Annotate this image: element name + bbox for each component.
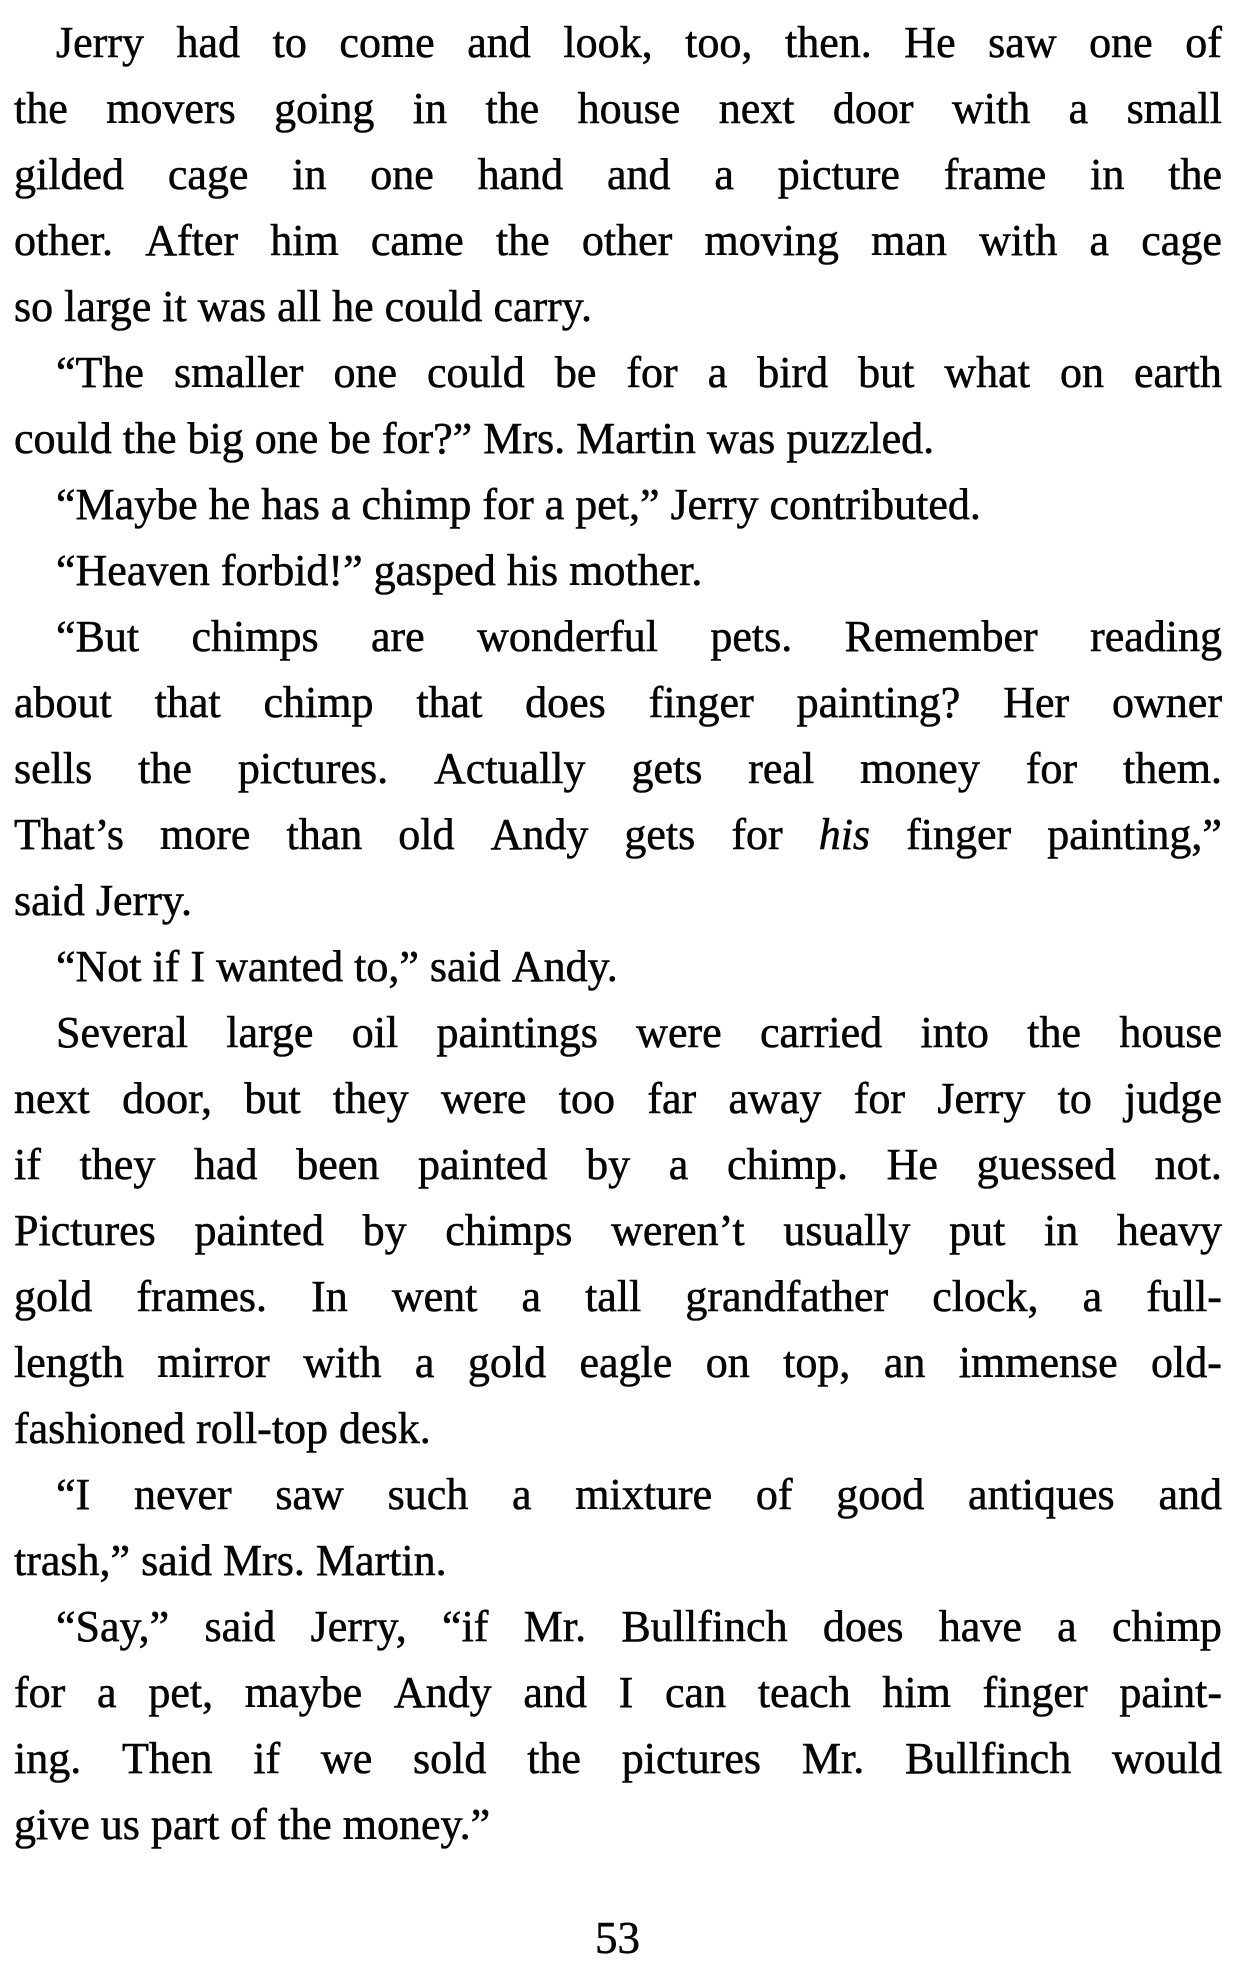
word: finger	[982, 1668, 1088, 1717]
word: Then	[122, 1734, 213, 1783]
word: “Say,”	[56, 1602, 170, 1651]
word: Her	[1003, 678, 1070, 727]
word: could	[384, 282, 483, 331]
word: Jerry	[670, 480, 759, 529]
word: what	[944, 348, 1030, 397]
word: a	[1068, 84, 1089, 133]
word: mixture	[575, 1470, 713, 1519]
text-line	[14, 472, 1222, 538]
word: we	[320, 1734, 373, 1783]
word: chimp	[263, 678, 374, 727]
word: the	[14, 84, 68, 133]
page-number: 53	[595, 1913, 640, 1963]
word: a	[414, 1338, 435, 1387]
word: look,	[563, 18, 653, 67]
word: puzzled.	[786, 414, 935, 463]
word: large	[64, 282, 152, 331]
word: He	[904, 18, 956, 67]
word: the	[1027, 1008, 1081, 1057]
word: for	[14, 1668, 66, 1717]
word: pet,	[148, 1668, 214, 1717]
word: of	[755, 1470, 793, 1519]
word: Mrs.	[483, 414, 566, 463]
text-line	[14, 670, 1222, 736]
word: were	[636, 1008, 722, 1057]
word: gold	[14, 1272, 93, 1321]
word: does	[822, 1602, 904, 1651]
word: a	[521, 1272, 541, 1321]
word: tall	[585, 1272, 642, 1321]
word: gets	[631, 744, 703, 793]
word: Several	[56, 1008, 188, 1057]
text-line	[14, 1000, 1222, 1066]
word: reading	[1090, 612, 1222, 661]
word: Martin	[576, 414, 696, 463]
word: been	[296, 1140, 380, 1189]
word: that	[154, 678, 221, 727]
word: had	[194, 1140, 258, 1189]
word: Andy.	[511, 942, 618, 991]
word: Andy	[490, 810, 589, 859]
word: earth	[1133, 348, 1222, 397]
text-line	[14, 538, 1222, 604]
word: to	[1057, 1074, 1092, 1123]
word: a	[1057, 1602, 1077, 1651]
word: full-	[1146, 1272, 1222, 1321]
word: usually	[783, 1206, 911, 1255]
word: him	[270, 216, 339, 265]
word: pictures	[621, 1734, 762, 1783]
word: door	[832, 84, 914, 133]
word: his	[506, 546, 559, 595]
word: a	[97, 1668, 117, 1717]
word: a	[512, 1470, 532, 1519]
word: frames.	[136, 1272, 268, 1321]
word: painted	[417, 1140, 548, 1189]
word: teach	[757, 1668, 851, 1717]
word: painting?	[796, 678, 961, 727]
word: one	[370, 150, 434, 199]
word: next	[718, 84, 795, 133]
word: he	[208, 480, 251, 529]
word: a	[668, 1140, 689, 1189]
word: painting,”	[1047, 810, 1222, 859]
word: can	[665, 1668, 727, 1717]
word: He	[886, 1140, 938, 1189]
word: then.	[784, 18, 872, 67]
word: weren’t	[611, 1206, 745, 1255]
word: After	[145, 216, 239, 265]
word: in	[1090, 150, 1125, 199]
text-line	[14, 76, 1222, 142]
word: give	[14, 1800, 90, 1849]
word: one	[333, 348, 398, 397]
text-line	[14, 736, 1222, 802]
word: smaller	[173, 348, 304, 397]
word: “I	[56, 1470, 91, 1519]
word: an	[883, 1338, 926, 1387]
word: a	[330, 480, 351, 529]
word: for	[626, 348, 678, 397]
word: was	[197, 282, 267, 331]
word: into	[920, 1008, 989, 1057]
word: desk.	[339, 1404, 431, 1453]
text-line	[14, 10, 1222, 76]
word: roll-top	[196, 1404, 329, 1453]
word: of	[1185, 18, 1222, 67]
word: finger	[906, 810, 1012, 859]
text-line	[14, 406, 1222, 472]
word: saw	[988, 18, 1057, 67]
word: Martin.	[315, 1536, 447, 1585]
word: man	[871, 216, 947, 265]
word: other.	[14, 216, 113, 265]
word: to,”	[354, 942, 419, 991]
text-line	[14, 1066, 1222, 1132]
word: gets	[624, 810, 696, 859]
word: come	[339, 18, 435, 67]
word: if	[253, 1734, 281, 1783]
word: for?”	[381, 414, 473, 463]
word: could	[427, 348, 525, 397]
word: the	[527, 1734, 581, 1783]
word: said	[14, 876, 85, 925]
text-line	[14, 1594, 1222, 1660]
word: ing.	[14, 1734, 82, 1783]
word: carry.	[493, 282, 592, 331]
word: house	[1119, 1008, 1222, 1057]
word: good	[836, 1470, 925, 1519]
word: Jerry,	[310, 1602, 407, 1651]
word: “Heaven	[56, 546, 210, 595]
text-line	[14, 604, 1222, 670]
word: the	[495, 216, 550, 265]
word: they	[79, 1140, 156, 1189]
word: on	[1059, 348, 1104, 397]
word: oil	[351, 1008, 399, 1057]
word: big	[187, 414, 244, 463]
word: if	[14, 1140, 41, 1189]
text-line	[14, 1264, 1222, 1330]
word: had	[176, 18, 241, 67]
word: if	[152, 942, 180, 991]
text-line	[14, 1726, 1222, 1792]
italic-word: his	[818, 810, 871, 859]
word: large	[226, 1008, 314, 1057]
word: maybe	[244, 1668, 363, 1717]
text-line	[14, 1132, 1222, 1198]
word: with	[979, 216, 1058, 265]
word: mother.	[569, 546, 703, 595]
word: said	[141, 1536, 212, 1585]
word: chimps	[191, 612, 319, 661]
word: so	[14, 282, 54, 331]
word: old	[398, 810, 455, 859]
word: he	[332, 282, 374, 331]
word: and	[607, 150, 671, 199]
word: for	[731, 810, 783, 859]
word: us	[100, 1800, 140, 1849]
word: heavy	[1116, 1206, 1222, 1255]
word: I	[190, 942, 206, 991]
word: away	[728, 1074, 822, 1123]
word: the	[1168, 150, 1222, 199]
word: Mr.	[523, 1602, 587, 1651]
word: has	[261, 480, 320, 529]
word: chimp	[1111, 1602, 1222, 1651]
word: more	[160, 810, 251, 859]
word: house	[577, 84, 681, 133]
word: picture	[777, 150, 900, 199]
word: Bullfinch	[621, 1602, 788, 1651]
word: “if	[442, 1602, 489, 1651]
word: a	[544, 480, 565, 529]
word: one	[1089, 18, 1153, 67]
word: gilded	[14, 150, 124, 199]
word: was	[706, 414, 776, 463]
word: never	[133, 1470, 232, 1519]
text-line	[14, 1792, 1222, 1858]
word: for	[853, 1074, 906, 1123]
word: forbid!”	[220, 546, 363, 595]
word: him	[882, 1668, 951, 1717]
word: too,	[685, 18, 753, 67]
word: In	[311, 1272, 348, 1321]
word: next	[14, 1074, 90, 1123]
word: mirror	[157, 1338, 270, 1387]
word: be	[329, 414, 371, 463]
word: does	[525, 678, 606, 727]
word: the	[138, 744, 192, 793]
word: a	[707, 348, 728, 397]
word: finger	[648, 678, 754, 727]
text-line	[14, 274, 1222, 340]
text-line	[14, 1396, 1222, 1462]
word: it	[162, 282, 187, 331]
word: not.	[1154, 1140, 1222, 1189]
word: all	[277, 282, 322, 331]
word: them.	[1122, 744, 1222, 793]
word: frame	[943, 150, 1047, 199]
text-line	[14, 1330, 1222, 1396]
word: contributed.	[769, 480, 981, 529]
word: small	[1126, 84, 1222, 133]
word: moving	[704, 216, 839, 265]
word: for	[1025, 744, 1078, 793]
word: money.”	[342, 1800, 491, 1849]
word: far	[647, 1074, 697, 1123]
text-line	[14, 1660, 1222, 1726]
word: “Not	[56, 942, 142, 991]
word: paint-	[1119, 1668, 1222, 1717]
word: trash,”	[14, 1536, 131, 1585]
word: were	[440, 1074, 527, 1123]
word: gold	[467, 1338, 547, 1387]
word: pictures.	[237, 744, 389, 793]
word: chimps	[445, 1206, 573, 1255]
word: length	[14, 1338, 124, 1387]
word: to	[272, 18, 307, 67]
word: Pictures	[14, 1206, 156, 1255]
word: have	[938, 1602, 1022, 1651]
word: going	[274, 84, 375, 133]
word: guessed	[976, 1140, 1116, 1189]
word: painted	[194, 1206, 324, 1255]
word: part	[150, 1800, 220, 1849]
word: a	[714, 150, 734, 199]
word: real	[748, 744, 815, 793]
word: a	[1089, 216, 1110, 265]
word: That’s	[14, 810, 124, 859]
word: with	[303, 1338, 382, 1387]
word: Andy	[393, 1668, 492, 1717]
word: antiques	[968, 1470, 1115, 1519]
word: in	[292, 150, 327, 199]
word: I	[618, 1668, 634, 1717]
word: judge	[1124, 1074, 1222, 1123]
word: hand	[477, 150, 564, 199]
word: “But	[56, 612, 140, 661]
word: but	[244, 1074, 301, 1123]
text-line	[14, 934, 1222, 1000]
word: the	[485, 84, 540, 133]
word: with	[951, 84, 1031, 133]
word: are	[371, 612, 425, 661]
word: fashioned	[14, 1404, 186, 1453]
word: movers	[106, 84, 236, 133]
word: Jerry.	[95, 876, 192, 925]
word: could	[14, 414, 112, 463]
word: said	[204, 1602, 276, 1651]
word: said	[429, 942, 501, 991]
word: in	[412, 84, 448, 133]
word: door,	[122, 1074, 212, 1123]
word: pets.	[710, 612, 793, 661]
word: Mrs.	[222, 1536, 305, 1585]
word: in	[1044, 1206, 1079, 1255]
word: one	[254, 414, 319, 463]
text-line	[14, 142, 1222, 208]
word: sells	[14, 744, 93, 793]
word: Bullfinch	[905, 1734, 1072, 1783]
word: Remember	[844, 612, 1038, 661]
word: of	[230, 1800, 267, 1849]
word: by	[362, 1206, 407, 1255]
text-line	[14, 868, 1222, 934]
word: the	[277, 1800, 332, 1849]
word: pet,”	[575, 480, 660, 529]
word: too	[558, 1074, 616, 1123]
word: gasped	[373, 546, 496, 595]
word: and	[523, 1668, 587, 1717]
word: immense	[958, 1338, 1118, 1387]
word: cage	[1141, 216, 1222, 265]
word: came	[370, 216, 464, 265]
word: about	[14, 678, 112, 727]
text-line	[14, 208, 1222, 274]
text-line	[14, 340, 1222, 406]
word: than	[286, 810, 363, 859]
word: put	[949, 1206, 1006, 1255]
word: wanted	[216, 942, 344, 991]
word: the	[122, 414, 177, 463]
word: bird	[757, 348, 829, 397]
text-line	[14, 1528, 1222, 1594]
word: went	[391, 1272, 478, 1321]
word: by	[586, 1140, 631, 1189]
text-line	[14, 802, 1222, 868]
word: chimp.	[727, 1140, 848, 1189]
word: such	[387, 1470, 469, 1519]
word: that	[416, 678, 483, 727]
word: they	[332, 1074, 409, 1123]
text-line	[14, 1198, 1222, 1264]
word: eagle	[579, 1338, 673, 1387]
word: Jerry	[937, 1074, 1026, 1123]
word: Mr.	[801, 1734, 865, 1783]
word: top,	[783, 1338, 851, 1387]
word: paintings	[436, 1008, 598, 1057]
word: and	[467, 18, 531, 67]
word: sold	[413, 1734, 487, 1783]
word: old-	[1151, 1338, 1222, 1387]
word: but	[858, 348, 915, 397]
word: Actually	[434, 744, 586, 793]
word: be	[554, 348, 597, 397]
word: for	[482, 480, 534, 529]
word: other	[581, 216, 673, 265]
word: would	[1112, 1734, 1222, 1783]
word: Jerry	[56, 18, 144, 67]
word: chimp	[361, 480, 472, 529]
word: grandfather	[685, 1272, 889, 1321]
word: a	[1082, 1272, 1103, 1321]
word: “Maybe	[56, 480, 198, 529]
word: clock,	[932, 1272, 1039, 1321]
word: owner	[1112, 678, 1222, 727]
word: “The	[56, 348, 144, 397]
word: cage	[167, 150, 249, 199]
word: saw	[275, 1470, 344, 1519]
word: wonderful	[477, 612, 658, 661]
word: carried	[760, 1008, 883, 1057]
word: money	[860, 744, 980, 793]
text-line	[14, 1462, 1222, 1528]
word: and	[1158, 1470, 1222, 1519]
word: on	[705, 1338, 750, 1387]
